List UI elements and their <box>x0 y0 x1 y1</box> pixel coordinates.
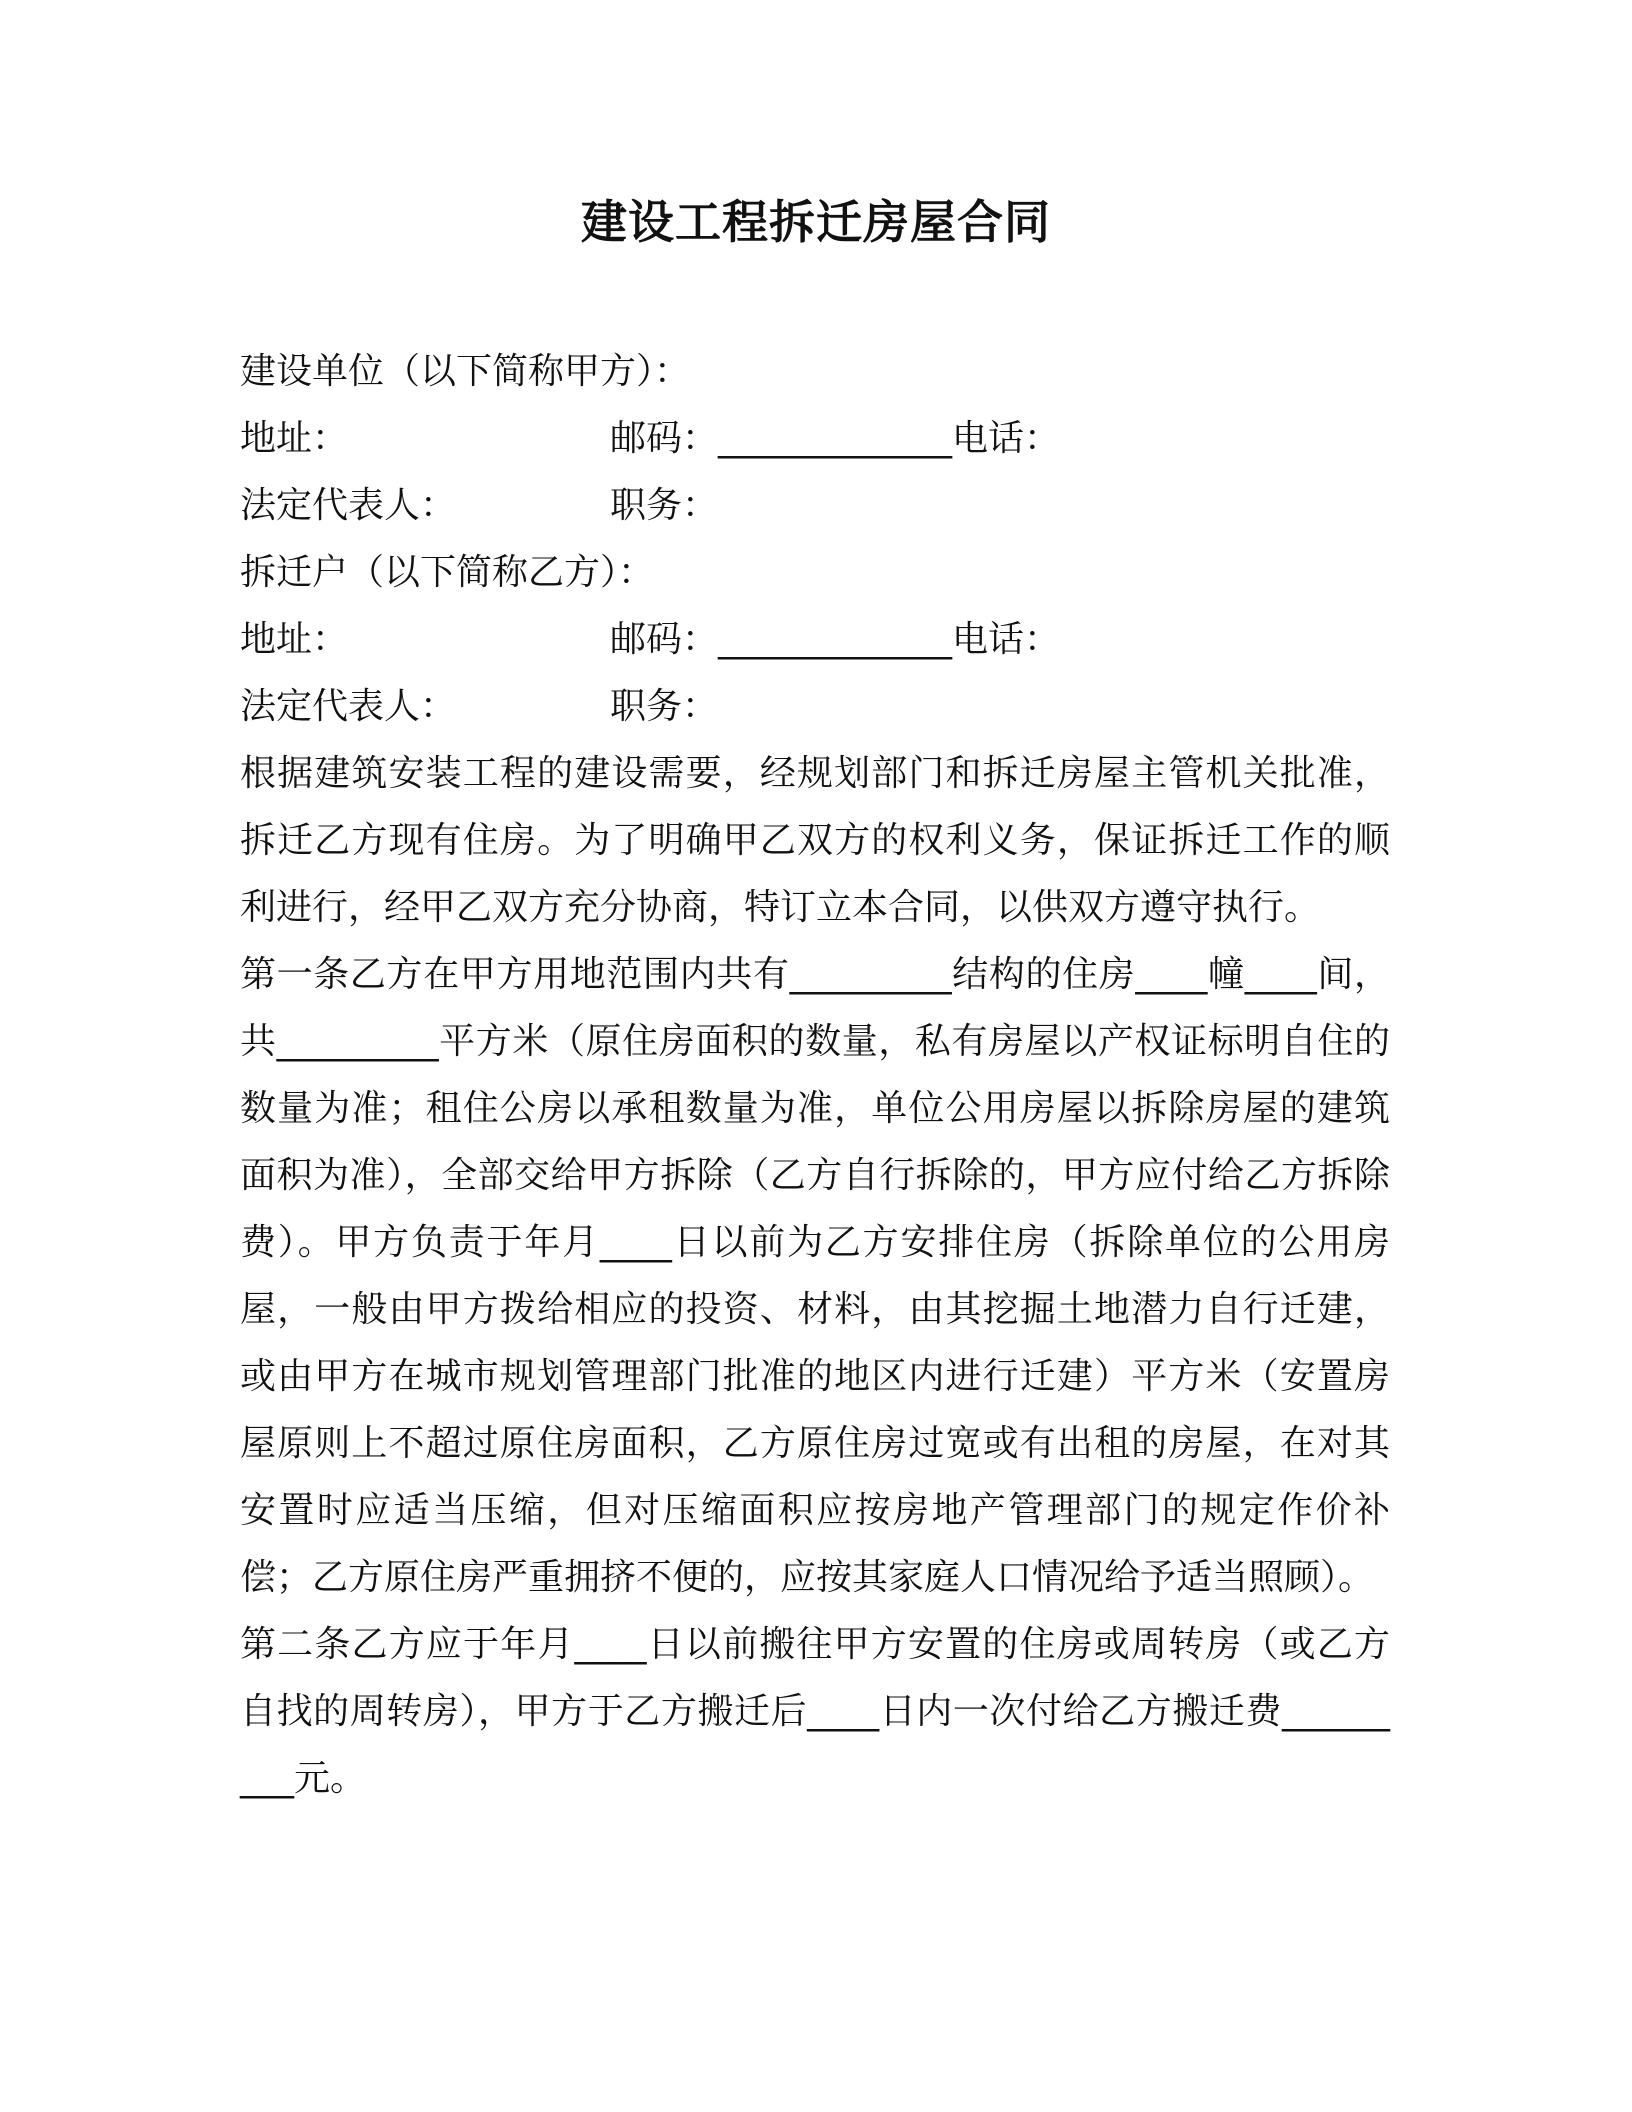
article-1-paragraph: 第一条乙方在甲方用地范围内共有_________结构的住房____幢____间，共_________平方米（原住房面积的数量，私有房屋以产权证标明自住的数量为准；租住公房以承租数量为准，单位公用房屋以拆除房屋的建筑面积为准），全部交给甲方拆除（乙方自行拆除的，甲方应付给乙方拆除费）。甲方负责于年月____日以前为乙方安排住房（拆除单位的公用房屋，一般由甲方拨给相应的投资、材料，由其挖掘土地潜力自行迁建，或由甲方在城市规划管理部门批准的地区内进行迁建）平方米（安置房屋原则上不超过原住房面积，乙方原住房过宽或有出租的房屋，在对其安置时应适当压缩，但对压缩面积应按房地产管理部门的规定作价补偿；乙方原住房严重拥挤不便的，应按其家庭人口情况给予适当照顾）。 <box>240 954 1390 1598</box>
intro-paragraph: 根据建筑安装工程的建设需要，经规划部门和拆迁房屋主管机关批准，拆迁乙方现有住房。为了明确甲乙双方的权利义务，保证拆迁工作的顺利进行，经甲乙双方充分协商，特订立本合同，以供双方遵守执行。 <box>240 753 1390 928</box>
party-b-position-label: 职务： <box>610 686 719 727</box>
party-a-address-label: 地址： <box>240 418 349 459</box>
contract-body <box>240 338 1390 1812</box>
party-b-address-row <box>240 606 1390 673</box>
party-a-address-row <box>240 405 1390 472</box>
party-a-rep-row <box>240 472 1390 539</box>
article-2-paragraph: 第二条乙方应于年月____日以前搬往甲方安置的住房或周转房（或乙方自找的周转房），甲方于乙方搬迁后____日内一次付给乙方搬迁费_________元。 <box>240 1624 1390 1799</box>
party-b-zip-phone: 邮码：_____________电话： <box>610 619 1061 660</box>
party-a-heading <box>240 338 1390 405</box>
party-a-heading-text: 建设单位（以下简称甲方）： <box>240 351 691 392</box>
party-b-heading <box>240 539 1390 606</box>
party-b-rep-label: 法定代表人： <box>240 686 457 727</box>
party-b-heading-text: 拆迁户（以下简称乙方）： <box>240 552 655 593</box>
party-a-rep-label: 法定代表人： <box>240 485 457 526</box>
party-a-position-label: 职务： <box>610 485 719 526</box>
party-a-zip-phone: 邮码：_____________电话： <box>610 418 1061 459</box>
contract-title: 建设工程拆迁房屋合同 <box>581 195 1051 249</box>
party-b-address-label: 地址： <box>240 619 349 660</box>
party-b-rep-row <box>240 673 1390 740</box>
